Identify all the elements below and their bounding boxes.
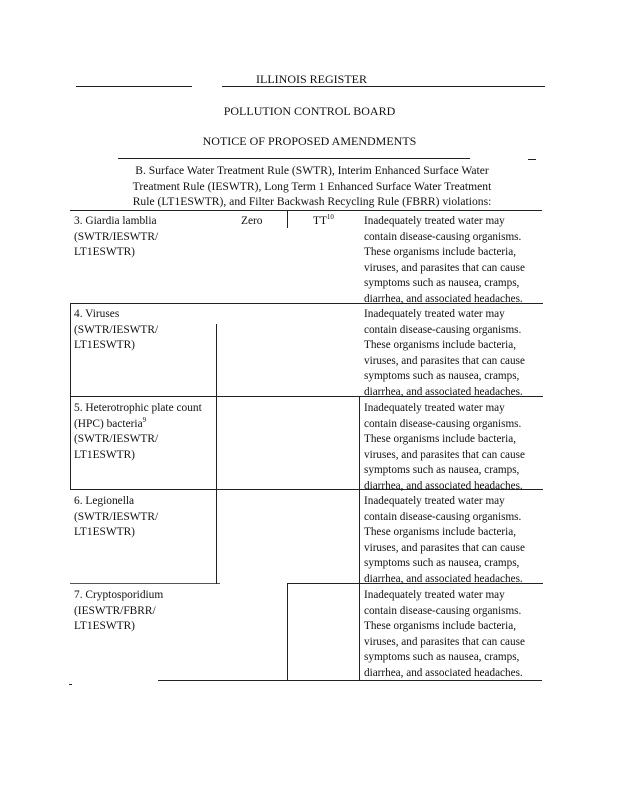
row-5-description bbox=[364, 401, 544, 495]
row-6-line-2: (SWTR/IESWTR/ bbox=[74, 511, 159, 523]
row-5-line-1: 5. Heterotrophic plate count bbox=[74, 402, 202, 414]
desc-line: viruses, and parasites that can cause bbox=[364, 261, 525, 274]
desc-line: viruses, and parasites that can cause bbox=[364, 541, 525, 554]
desc-line: These organisms include bacteria, bbox=[364, 339, 517, 352]
row-7-line-1: 7. Cryptosporidium bbox=[74, 589, 164, 601]
row-3-mcl-footnote: 10 bbox=[326, 213, 334, 222]
row-3-mclg: Zero bbox=[241, 215, 263, 227]
desc-line: diarrhea, and associated headaches. bbox=[364, 572, 523, 585]
row-3-mcl bbox=[313, 214, 334, 230]
desc-line: symptoms such as nausea, cramps, bbox=[364, 464, 520, 477]
desc-line: diarrhea, and associated headaches. bbox=[364, 666, 523, 679]
mclg-divider-top bbox=[287, 211, 288, 228]
desc-line: These organisms include bacteria, bbox=[364, 433, 517, 446]
row-3-line-1: 3. Giardia lamblia bbox=[74, 215, 157, 227]
row-5-line-2-text: (HPC) bacteria bbox=[74, 418, 143, 430]
row-rule-4a bbox=[70, 583, 220, 584]
row-6-line-3: LT1ESWTR) bbox=[74, 526, 135, 538]
row-4-line-1: 4. Viruses bbox=[74, 308, 120, 320]
mcl-divider bbox=[287, 583, 288, 680]
header-rule-left bbox=[76, 86, 192, 87]
desc-line: diarrhea, and associated headaches. bbox=[364, 292, 523, 305]
desc-line: Inadequately treated water may bbox=[364, 215, 505, 227]
register-title: ILLINOIS REGISTER bbox=[256, 72, 367, 86]
table-top-rule bbox=[70, 210, 542, 211]
desc-line: These organisms include bacteria, bbox=[364, 246, 517, 259]
desc-line: contain disease-causing organisms. bbox=[364, 604, 522, 617]
intro-line-1: B. Surface Water Treatment Rule (SWTR), Interim Enhanced Surface Water bbox=[135, 164, 489, 177]
desc-line: These organisms include bacteria, bbox=[364, 620, 517, 633]
desc-line: diarrhea, and associated headaches. bbox=[364, 385, 523, 398]
left-border bbox=[70, 303, 71, 489]
row-6-description bbox=[364, 494, 544, 588]
desc-line: These organisms include bacteria, bbox=[364, 526, 517, 539]
mclg-divider bbox=[216, 324, 217, 584]
row-3-description bbox=[364, 214, 544, 308]
agency-title: POLLUTION CONTROL BOARD bbox=[223, 104, 396, 118]
row-7-description bbox=[364, 588, 544, 682]
notice-title: NOTICE OF PROPOSED AMENDMENTS bbox=[202, 134, 417, 148]
desc-line: Inadequately treated water may bbox=[364, 308, 505, 320]
row-7-line-3: LT1ESWTR) bbox=[74, 620, 135, 632]
row-3-line-2: (SWTR/IESWTR/ bbox=[74, 231, 159, 243]
row-3-mcl-text: TT bbox=[313, 215, 327, 227]
row-5-line-3: (SWTR/IESWTR/ bbox=[74, 433, 159, 445]
desc-divider bbox=[359, 396, 360, 680]
desc-line: Inadequately treated water may bbox=[364, 402, 505, 414]
row-4-line-3: LT1ESWTR) bbox=[74, 339, 135, 351]
row-5-footnote: 9 bbox=[142, 416, 147, 425]
intro-top-rule bbox=[118, 158, 470, 159]
intro-line-2: Treatment Rule (IESWTR), Long Term 1 Enhanced Surface Water Treatment bbox=[132, 180, 492, 193]
row-6-line-1: 6. Legionella bbox=[74, 495, 135, 507]
row-7-line-2: (IESWTR/FBRR/ bbox=[74, 605, 156, 617]
desc-line: symptoms such as nausea, cramps, bbox=[364, 557, 520, 570]
desc-line: viruses, and parasites that can cause bbox=[364, 354, 525, 367]
desc-line: diarrhea, and associated headaches. bbox=[364, 479, 523, 492]
desc-line: contain disease-causing organisms. bbox=[364, 323, 522, 336]
desc-line: viruses, and parasites that can cause bbox=[364, 448, 525, 461]
row-3-line-3: LT1ESWTR) bbox=[74, 246, 135, 258]
desc-line: symptoms such as nausea, cramps, bbox=[364, 277, 520, 290]
desc-line: symptoms such as nausea, cramps, bbox=[364, 651, 520, 664]
desc-line: contain disease-causing organisms. bbox=[364, 230, 522, 243]
row-4-description bbox=[364, 307, 544, 401]
desc-line: viruses, and parasites that can cause bbox=[364, 635, 525, 648]
intro-line-3: Rule (LT1ESWTR), and Filter Backwash Recycling Rule (FBRR) violations: bbox=[132, 195, 492, 208]
scan-mark bbox=[69, 684, 72, 685]
desc-line: symptoms such as nausea, cramps, bbox=[364, 370, 520, 383]
intro-top-rule-mark bbox=[528, 159, 536, 160]
desc-line: Inadequately treated water may bbox=[364, 589, 505, 601]
row-5-line-2 bbox=[74, 417, 146, 433]
row-5-line-4: LT1ESWTR) bbox=[74, 449, 135, 461]
desc-line: contain disease-causing organisms. bbox=[364, 417, 522, 430]
row-4-line-2: (SWTR/IESWTR/ bbox=[74, 324, 159, 336]
desc-line: contain disease-causing organisms. bbox=[364, 510, 522, 523]
desc-line: Inadequately treated water may bbox=[364, 495, 505, 507]
